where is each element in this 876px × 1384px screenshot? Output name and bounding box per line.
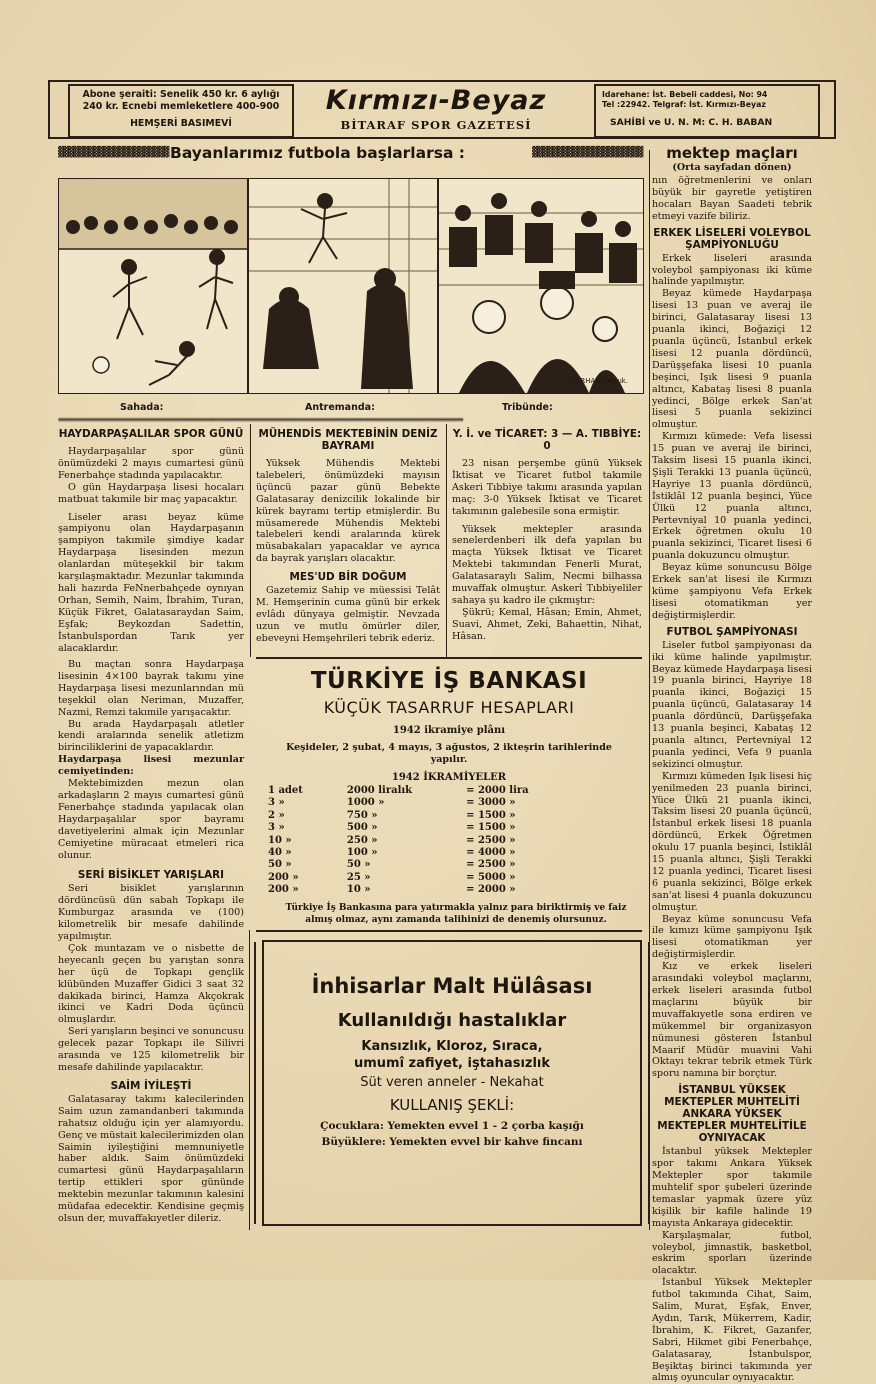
article-text: nın öğretmenlerini ve onları büyük bir gayretle yetiştiren hocaları Bayan Saadeti tebrik etmeyi vazife biliriz. xyxy=(652,175,812,222)
article-text: Mektebimizden mezun olan arkadaşların 2 mayıs cumartesi günü Fenerbahçe stadında yapılacak olan Haydarpaşalılar spor bayramı davetiyelerini almak için Mezunlar Cemiyetine müracaat etmeleri rica olunur. xyxy=(58,778,244,861)
office-box xyxy=(594,84,820,138)
column-rule-1b xyxy=(249,930,250,1230)
training-illustration xyxy=(249,179,437,393)
article-text: Beyaz küme sonuncusu Bölge Erkek san'at lisesi ile Kırmızı küme şampiyonu Vefa Erkek lisesi otomatikman yer değiştirmişlerdir. xyxy=(652,562,812,621)
prize-total: = 2000 lira xyxy=(466,785,529,796)
cartoon-panel-stands xyxy=(438,178,644,394)
prize-amount: 25 » xyxy=(346,871,371,883)
ad-frame-left xyxy=(254,942,264,1224)
malt-ad-adults: Büyüklere: Yemekten evvel bir kahve fincanı xyxy=(321,1136,583,1148)
article-text: Seri yarışların beşinci ve sonuncusu gelecek pazar Topkapı ile Silivri arasında ve 125 kilometrelik bir mesafe dahilinde yapılacaktır. xyxy=(58,1026,244,1073)
subscription-line1: Abone şeraiti: Senelik 450 kr. 6 aylığı xyxy=(82,89,280,100)
cartoon-headline: Bayanlarımız futbola başlarlarsa : xyxy=(170,144,465,162)
newspaper-title: Kırmızı-Beyaz xyxy=(325,85,547,116)
article-text: Beyaz kümede Haydarpaşa lisesi 13 puan ve averaj ile birinci, Galatasaray lisesi 13 puanla ikinci, Boğaziçi 12 puanla üçüncü, İstanbul erkek lisesi 12 puanla dördüncü, Darüşşefaka lisesi 10 puanla beşinci, Işık lisesi 9 puanla altıncı, Kabataş lisesi 8 puanla yedinci, Bölge erkek San'at lisesi 5 puanla sekizinci olmuştur. xyxy=(652,288,812,431)
office-address: Idarehane: İst. Bebeli caddesi, No: 94 xyxy=(602,90,768,99)
prize-total: = 1500 » xyxy=(466,809,516,821)
article-text: Liseler futbol şampiyonası da iki küme halinde yapılmıştır. Beyaz kümede Haydarpaşa lisesi 19 puanla birinci, Hayriye 18 puanla ikinci, Boğaziçi 15 puanla üçüncü, Galatasaray 14 puanla dördüncü, Darüşşefaka 13 puanla beşinci, Kabataş 12 puanla altıncı, Pertevniyal 12 puanla yedinci, Vefa 9 puanla sekizinci olmuştur. xyxy=(652,639,812,770)
prize-table xyxy=(264,785,533,897)
headline-ornament-left: ▓▓▓▓▓▓▓▓▓▓▓▓▓▓▓▓▓▓▓▓▓▓ xyxy=(58,147,169,158)
prize-amount: 750 » xyxy=(346,809,378,821)
bank-ad-prizes-title: 1942 İKRAMİYELER xyxy=(391,772,507,783)
prize-total: = 2500 » xyxy=(466,834,516,846)
prize-row xyxy=(264,835,533,847)
article-text: Gazetemiz Sahip ve müessisi Telât M. Hemşerinin cuma günü bir erkek evlâdı dünyaya gelmiştir. Nevzada uzun ve mutlu ömürler diler, ebeveyni Hemşehrileri tebrik ederiz. xyxy=(256,585,440,644)
prize-count: 3 » xyxy=(268,797,285,809)
subscription-box xyxy=(68,84,294,138)
owner-line: SAHİBİ ve U. N. M: C. H. BABAN xyxy=(610,117,773,128)
malt-ad-usage: KULLANIŞ ŞEKLİ: xyxy=(389,1096,515,1114)
article-text: Erkek liseleri arasında voleybol şampiyonası iki küme halinde yapılmıştır. xyxy=(652,252,812,288)
article-title-yuksek-mektepler: İSTANBUL YÜKSEK MEKTEPLER MUHTELİTİ ANKARA YÜKSEK MEKTEPLER MUHTELİTİLE OYNIYACAK xyxy=(657,1084,807,1145)
cartoon-ornament-rule: ≡≡≡≡≡≡≡≡≡≡≡≡≡≡≡≡≡≡≡≡≡≡≡≡≡≡≡≡≡≡≡≡≡≡≡≡≡≡≡≡≡≡≡≡≡≡≡≡≡≡≡≡≡≡≡≡≡≡≡≡≡≡≡≡≡≡≡≡≡≡≡≡≡≡≡≡≡≡≡≡≡≡≡≡≡≡≡≡≡≡≡≡≡≡≡≡≡≡≡≡≡≡≡≡≡≡ xyxy=(58,415,463,424)
article-title-haydarpasa: HAYDARPAŞALILAR SPOR GÜNÜ xyxy=(58,428,244,440)
caption-field: Sahada: xyxy=(120,402,164,413)
prize-amount: 500 » xyxy=(346,822,378,834)
article-text: Bu arada Haydarpaşalı atletler kendi aralarında senelik atletizm birinciliklerini de yapacaklardır. xyxy=(58,718,244,754)
prize-total: = 5000 » xyxy=(466,871,516,883)
article-text: Kırmızı kümeden Işık lisesi hiç yenilmeden 23 puanla birinci, Yüce Ülkü 21 puanla ikinci, Taksim lisesi 20 puanla üçüncü, İstanbul erkek lisesi 18 puanla dördüncü, Erkek Öğretmen okulu 17 puanla beşinci, İstiklâl 15 puanla altıncı, Şişli Terakki 12 puanla yedinci, Ticaret lisesi 6 puanla sekizinci, Bölge erkek san'at lisesi 4 puanla dokuzuncu olmuştur. xyxy=(652,770,812,913)
article-text: Liseler arası beyaz küme şampiyonu olan Haydarpaşanın şampiyon takımile şimdiye kadar Haydarpaşa lisesinden mezun olanlardan müteşekkil bir takım karşılaşmaktadır. Mezunlar takımında hali hazırda FeNnerbahçede oynıyan Orhan, Semih, Naim, İbrahim, Turan, Küçük Fikret, Galatasaraydan Saim, Eşfak; Beykozdan Sadettin, İstanbulspordan Tarık yer alacaklardır. xyxy=(58,511,244,654)
article-text: Çok muntazam ve o nisbette de heyecanlı geçen bu yarıştan sonra her üçü de Topkapı gençlik klübünden Muzaffer Gidici 3 saat 32 dakikada birinci, Hamza Akçokrak ikinci ve Kadri Doda üçüncü olmuşlardır. xyxy=(58,942,244,1026)
prize-amount: 250 » xyxy=(346,834,378,846)
article-text: Kız ve erkek liseleri arasındaki voleybol maçlarını, erkek liseleri arasında futbol maçlarını büyük bir muvaffakıyetle sona erdiren ve mükemmel bir organizasyon nümunesi gösteren İstanbul Maarif Müdür muavini Vahi Oktayı tekrar tebrik etmek Türk sporu namına bir borçtur. xyxy=(652,961,812,1080)
football-players-illustration xyxy=(59,179,247,393)
malt-ad-children: Çocuklara: Yemekten evvel 1 - 2 çorba kaşığı xyxy=(320,1120,584,1132)
prize-row xyxy=(264,884,533,896)
football-icon xyxy=(93,357,109,373)
prize-amount: 10 » xyxy=(346,884,371,896)
article-subheading: Haydarpaşa lisesi mezunlar cemiyetinden: xyxy=(58,754,244,778)
prize-row xyxy=(264,810,533,822)
prize-count: 2 » xyxy=(268,809,285,821)
article-text: Haydarpaşalılar spor günü önümüzdeki 2 mayıs cumartesi günü Fenerbahçe stadında yapılacaktır. xyxy=(58,446,244,481)
article-title-match: Y. İ. ve TİCARET: 3 — A. TIBBİYE: 0 xyxy=(452,428,642,452)
artist-signature: TURHAN Selçuk. xyxy=(571,377,629,385)
prize-total: = 1500 » xyxy=(466,822,516,834)
ad-top-rule xyxy=(256,657,642,659)
prize-total: = 3000 » xyxy=(466,797,516,809)
subscription-line2: 240 kr. Ecnebi memleketlere 400-900 xyxy=(82,101,280,112)
column-1-bottom xyxy=(58,659,244,1225)
masthead-border-right xyxy=(834,80,836,139)
article-text: Galatasaray takımı kalecilerinden Saim uzun zamandanberi takımında rahatsız olduğu için yer alamıyordu. Genç ve müstait kalecilerimizden olan Saimin iyileştiğini memnuniyetle haber aldık. Saim önümüzdeki cumartesi günü Haydarpaşalıların tertip ettikleri spor gününde mektebin mezunlar takımının kalesini müdafaa edecektir. Kendisine geçmiş olsun der, muvaffakıyetler dileriz. xyxy=(58,1093,244,1224)
column-rule-2 xyxy=(446,424,447,657)
malt-ad-line3: Süt veren anneler - Nekahat xyxy=(360,1075,544,1090)
article-text: Bu maçtan sonra Haydarpaşa lisesinin 4×100 bayrak takımı yine Haydarpaşa lisesi mezunlarından mü teşekkil olan Neriman, Muzaffer, Nazmi, Remzi takımile yarışacaktır. xyxy=(58,659,244,718)
bank-ad-plan: 1942 ikramiye plânı xyxy=(392,725,506,736)
column-1-top xyxy=(58,424,244,659)
bank-ad-title: TÜRKİYE İŞ BANKASI xyxy=(310,668,588,694)
malt-ad-subtitle: Kullanıldığı hastalıklar xyxy=(337,1010,567,1031)
masthead-rule-top xyxy=(48,80,836,82)
prize-row xyxy=(264,872,533,884)
article-title-dogum: MES'UD BİR DOĞUM xyxy=(289,571,407,584)
telephone-telegraph: Tel :22942. Telgraf: İst. Kırmızı-Beyaz xyxy=(602,100,766,109)
masthead-border-left xyxy=(48,80,50,139)
prize-row xyxy=(264,847,533,859)
article-text: O gün Haydarpaşa lisesi hocaları matbuat takımile bir maç yapacaktır. xyxy=(58,481,244,505)
article-text: Şükrü; Kemal, Hâsan; Emin, Ahmet, Suavi, Ahmet, Zeki, Bahaettin, Nihat, Hâsan. xyxy=(452,606,642,642)
ad-frame-right xyxy=(640,942,650,1224)
prize-count: 10 » xyxy=(268,834,292,846)
article-title-bisiklet: SERİ BİSİKLET YARIŞLARI xyxy=(77,869,225,882)
spectators-illustration xyxy=(439,179,643,393)
prize-count: 1 adet xyxy=(268,785,303,796)
cartoon-panel-training xyxy=(248,178,438,394)
newspaper-subtitle: BİTARAF SPOR GAZETESİ xyxy=(340,118,532,132)
article-text: İstanbul yüksek Mektepler spor takımı Ankara Yüksek Mektepler spor takımile muhtelif spor şubeleri üzerinde temaslar yapmak üzere yüz kişilik bir kafile halinde 19 mayısta Ankaraya gidecektir. xyxy=(652,1146,812,1229)
malt-ad-line2: umumî zafiyet, iştahasızlık xyxy=(353,1056,551,1071)
article-text: Yüksek mektepler arasında senelerdenberi ilk defa yapılan bu maçta Yüksek İktisat ve Ticaret Mektebi takımından Fenerli Murat, Galatasaraylı Salim, Necmi bilhassa muvaffak olmuştur. Askerî Tıbbiyeliler sahaya şu kadro ile çıkmıştır: xyxy=(452,523,642,606)
prize-row xyxy=(264,859,533,871)
prize-amount: 2000 liralık xyxy=(346,785,413,796)
article-title-muhendis: MÜHENDİS MEKTEBİNİN DENİZ BAYRAMI xyxy=(258,428,438,452)
masthead-title-block xyxy=(306,84,566,136)
column-4 xyxy=(652,144,812,1384)
is-bankasi-advertisement xyxy=(256,660,642,928)
article-text: Karşılaşmalar, futbol, voleybol, jimnastik, basketbol, eskrim sporları üzerinde olacaktır. xyxy=(652,1229,812,1277)
prize-count: 50 » xyxy=(268,859,292,871)
article-text: Beyaz küme sonuncusu Vefa ile kımızı küme şampiyonu Işık lisesi otomatikman yer değiştirmişlerdir. xyxy=(652,913,812,961)
prize-count: 3 » xyxy=(268,822,285,834)
malt-ad-line1: Kansızlık, Kloroz, Sıraca, xyxy=(361,1039,543,1054)
prize-count: 40 » xyxy=(268,847,292,859)
caption-stands: Tribünde: xyxy=(502,402,553,413)
article-title-saim: SAİM İYİLEŞTİ xyxy=(110,1079,192,1092)
prize-row xyxy=(264,822,533,834)
column-2 xyxy=(256,424,440,656)
column-rule-1 xyxy=(250,424,251,657)
article-text: Yüksek Mühendis Mektebi talebeleri, önümüzdeki mayısın üçüncü pazar günü Bebekte Galatasaray denizcilik lokalinde bir kürek bayramı tertip etmişlerdir. Bu müsamerede Mühendis Mektebi talebeleri kendi aralarında kürek müsabakaları yapacaklar ve ayrıca da bayrak yarışları olacaktır. xyxy=(256,458,440,565)
prize-amount: 100 » xyxy=(346,847,378,859)
article-text: 23 nisan perşembe günü Yüksek İktisat ve Ticaret futbol takımile Askeri Tıbbiye takımı arasında yapılan maç: 3-0 Yüksek İktisat ve Ticaret takımının galebesile sona ermiştir. xyxy=(452,458,642,517)
prize-total: = 2500 » xyxy=(466,859,516,871)
prize-row xyxy=(264,797,533,809)
continued-note: (Orta sayfadan dönen) xyxy=(672,162,792,173)
cartoon-panel-field xyxy=(58,178,248,394)
bank-ad-footer: Türkiye İş Bankasına para yatırmakla yalnız para biriktirmiş ve faiz almış olmaz, aynı zamanda talihinizi de denemiş olursunuz. xyxy=(285,903,627,925)
prize-total: = 2000 » xyxy=(466,884,516,896)
ad-mid-rule xyxy=(256,930,642,932)
prize-count: 200 » xyxy=(268,884,299,896)
prize-count: 200 » xyxy=(268,871,299,883)
prize-amount: 50 » xyxy=(346,859,371,871)
malt-ad-title: İnhisarlar Malt Hülâsası xyxy=(311,974,593,998)
column-3 xyxy=(452,424,642,656)
caption-training: Antremanda: xyxy=(305,402,375,413)
article-text: Kırmızı kümede: Vefa lisessi 15 puan ve averaj ile birinci, Taksim lisesi 15 puanla ikinci, Şişli Terakki 13 puanla üçüncü, Hayriye 13 puanla dördüncü, İstiklâl 12 puanla beşinci, Yüce Ülkü 12 puanla altıncı, Pertevniyal 10 puanla yedinci, Erkek öğretmen okulu 10 puanla sekizinci, Ticaret lisesi 6 puanla dokuzuncu olmuştur. xyxy=(652,431,812,562)
printer-name: HEMŞERİ BASIMEVİ xyxy=(130,118,232,129)
bank-ad-draws: Keşideler, 2 şubat, 4 mayıs, 3 ağustos, 2 ikteşrin tarihlerinde yapılır. xyxy=(286,742,612,765)
article-title-voleybol: ERKEK LİSELERİ VOLEYBOL ŞAMPİYONLUĞU xyxy=(653,226,811,251)
bank-ad-subtitle: KÜÇÜK TASARRUF HESAPLARI xyxy=(323,698,575,717)
malt-hulasasi-advertisement xyxy=(262,940,642,1226)
article-title-futbol-sampiyonasi: FUTBOL ŞAMPİYONASI xyxy=(666,625,798,638)
prize-amount: 1000 » xyxy=(346,797,385,809)
headline-ornament-right: ▓▓▓▓▓▓▓▓▓▓▓▓▓▓▓▓▓▓▓▓▓▓ xyxy=(532,147,643,158)
prize-row xyxy=(264,785,533,797)
article-title-mektep-maclari: mektep maçları xyxy=(666,144,798,162)
article-text: Seri bisiklet yarışlarının dördüncüsü dün sabah Topkapı ile Kumburgaz arasında ve (100) kilometrelik bir mesafe dahilinde yapılmıştır. xyxy=(58,883,244,943)
prize-total: = 4000 » xyxy=(466,847,516,859)
article-text: İstanbul Yüksek Mektepler futbol takımında Cihat, Saim, Salim, Murat, Eşfak, Enver, Aydın, Tarık, Mükerrem, Kadir, İbrahim, K. Fikret, Gazanfer, Sabri, Hikmet gibi Fenerbahçe, Galatasaray, İstanbulspor, Beşiktaş birinci takımında yer almış oyuncular oynıyacaktır. xyxy=(652,1277,812,1384)
